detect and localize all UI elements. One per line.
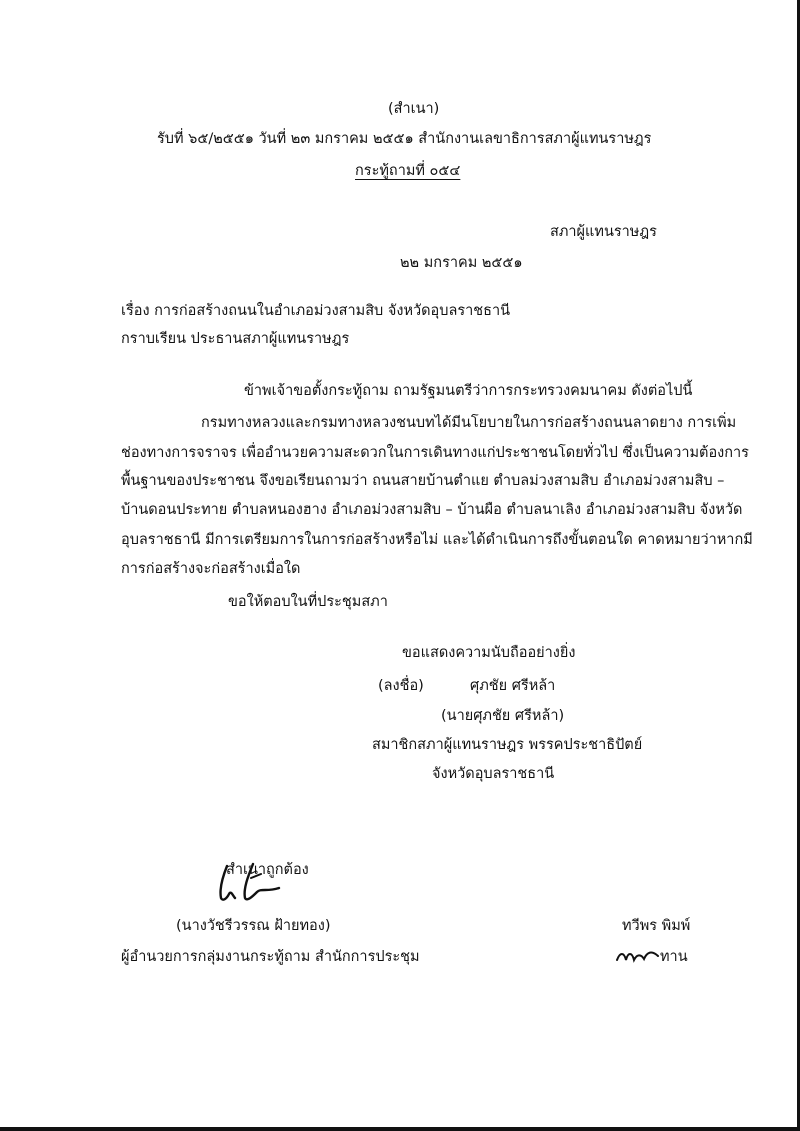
- body-request: ขอให้ตอบในที่ประชุมสภา: [228, 594, 388, 610]
- body-line: พื้นฐานของประชาชน จึงขอเรียนถามว่า ถนนสายบ้านตำแย ตำบลม่วงสามสิบ อำเภอม่วงสามสิบ –: [121, 473, 725, 489]
- signed-name: ศุภชัย ศรีหล้า: [470, 678, 556, 694]
- question-number: กระทู้ถามที่ ๐๕๔: [355, 163, 461, 179]
- checked-suffix: ทาน: [660, 949, 688, 965]
- certifier-position: ผู้อำนวยการกลุ่มงานกระทู้ถาม สำนักการประชุม: [121, 949, 420, 965]
- certifier-name: (นางวัชรีวรรณ ฝ้ายทอง): [176, 918, 331, 934]
- body-line: ช่องทางการจราจร เพื่ออำนวยความสะดวกในการเดินทางแก่ประชาชนโดยทั่วไป ซึ่งเป็นความต้องการ: [121, 445, 749, 461]
- typist-name: ทวีพร พิมพ์: [622, 918, 691, 934]
- closing-respect: ขอแสดงความนับถืออย่างยิ่ง: [402, 645, 576, 661]
- signer-position: สมาชิกสภาผู้แทนราษฎร พรรคประชาธิปัตย์: [372, 737, 643, 753]
- receipt-line: รับที่ ๖๕/๒๕๕๑ วันที่ ๒๓ มกราคม ๒๕๕๑ สำนักงานเลขาธิการสภาผู้แทนราษฎร: [157, 131, 652, 147]
- origin-date: ๒๒ มกราคม ๒๕๕๑: [400, 255, 523, 271]
- salutation: กราบเรียน ประธานสภาผู้แทนราษฎร: [121, 331, 350, 347]
- body-intro: ข้าพเจ้าขอตั้งกระทู้ถาม ถามรัฐมนตรีว่าการกระทรวงคมนาคม ดังต่อไปนี้: [244, 383, 693, 399]
- certifier-signature: [205, 858, 285, 908]
- signed-label: (ลงชื่อ): [378, 678, 424, 694]
- copy-mark: (สำเนา): [388, 101, 440, 117]
- origin-organization: สภาผู้แทนราษฎร: [550, 224, 657, 240]
- checker-initials-signature: [614, 944, 660, 968]
- body-line: อุบลราชธานี มีการเตรียมการในการก่อสร้างหรือไม่ และได้ดำเนินการถึงขั้นตอนใด คาดหมายว่าหากมี: [121, 532, 753, 548]
- body-line: บ้านดอนประทาย ตำบลหนองฮาง อำเภอม่วงสามสิบ – บ้านผือ ตำบลนาเลิง อำเภอม่วงสามสิบ จังหวัด: [121, 502, 743, 518]
- scan-border-bottom: [0, 1127, 800, 1131]
- signer-full-name: (นายศุภชัย ศรีหล้า): [441, 708, 565, 724]
- subject-line: เรื่อง การก่อสร้างถนนในอำเภอม่วงสามสิบ จังหวัดอุบลราชธานี: [121, 303, 511, 319]
- body-line: การก่อสร้างจะก่อสร้างเมื่อใด: [121, 561, 301, 577]
- body-line: กรมทางหลวงและกรมทางหลวงชนบทได้มีนโยบายในการก่อสร้างถนนลาดยาง การเพิ่ม: [201, 415, 737, 431]
- certified-copy-label: สำเนาถูกต้อง: [226, 862, 309, 878]
- signer-province: จังหวัดอุบลราชธานี: [432, 766, 555, 782]
